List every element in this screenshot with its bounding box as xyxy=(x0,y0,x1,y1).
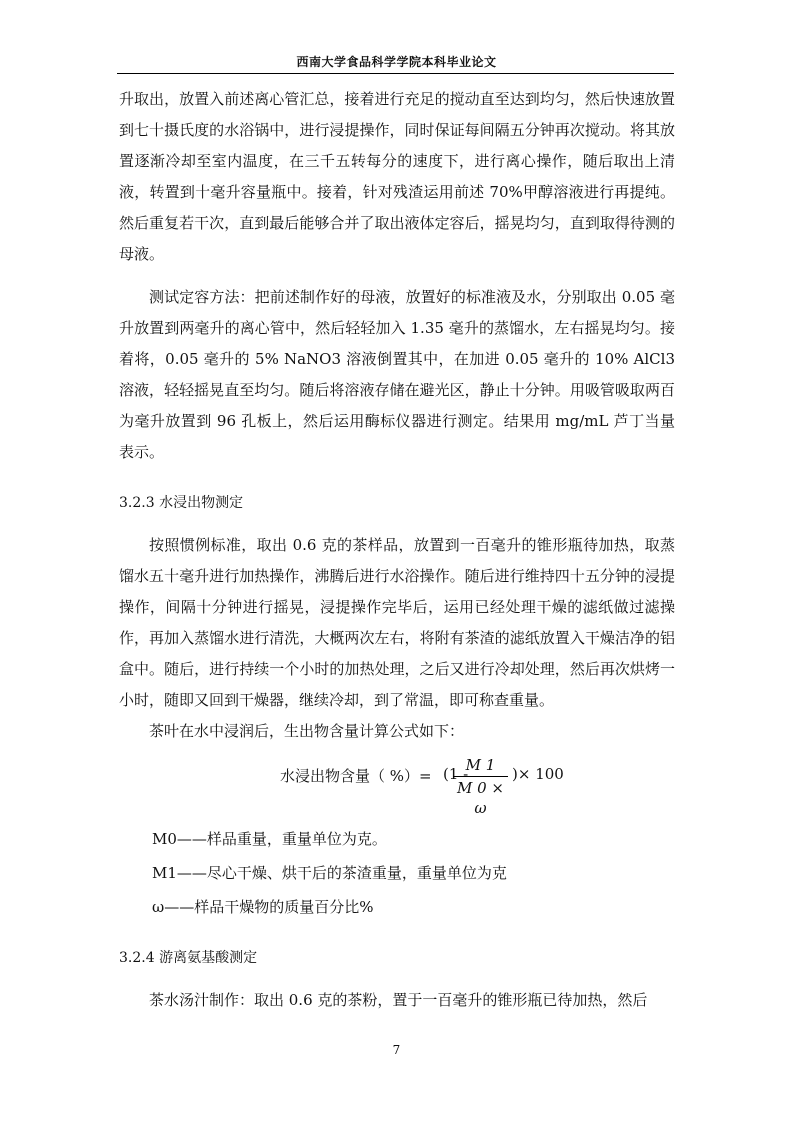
paragraph-water-extract-procedure: 按照惯例标准，取出 0.6 克的茶样品，放置到一百毫升的锥形瓶待加热，取蒸馏水五十毫升进行加热操作，沸腾后进行水浴操作。随后进行维持四十五分钟的浸提操作，间隔十分钟进行摇晃，浸提操作完毕后，运用已经处理干燥的滤纸做过滤操作，再加入蒸馏水进行清洗，大概两次左右，将附有茶渣的滤纸放置入干燥洁净的铝盒中。随后，进行持续一个小时的加热处理，之后又进行冷却处理，然后再次烘烤一小时，随即又回到干燥器，继续冷却，到了常温，即可称查重量。 xyxy=(119,536,675,709)
paragraph-extraction-continued: 升取出，放置入前述离心管汇总，接着进行充足的搅动直至达到均匀，然后快速放置到七十摄氏度的水浴锅中，进行浸提操作，同时保证每间隔五分钟再次搅动。将其放置逐渐冷却至室内温度，在三千五转每分的速度下，进行离心操作，随后取出上清液，转置到十毫升容量瓶中。接着，针对残渣运用前述 70%甲醇溶液进行再提纯。然后重复若干次，直到最后能够合并了取出液体定容后，摇晃均匀，直到取得待测的母液。 xyxy=(119,90,675,263)
formula-open: (1 - xyxy=(443,765,469,783)
formula-numerator: M 1 xyxy=(465,756,496,774)
paragraph-formula-intro: 茶叶在水中浸润后，生出物含量计算公式如下： xyxy=(149,722,465,740)
formula-denominator: M 0 × ω xyxy=(456,779,504,817)
variable-omega-definition: ω——样品干燥物的质量百分比% xyxy=(152,898,374,916)
formula-fraction xyxy=(453,755,508,818)
page-number: 7 xyxy=(392,1043,401,1057)
paragraph-test-method: 测试定容方法：把前述制作好的母液，放置好的标准液及水，分别取出 0.05 毫升放置到两毫升的离心管中，然后轻轻加入 1.35 毫升的蒸馏水，左右摇晃均匀。接着将，0.05 毫升的 5% NaNO3 溶液倒置其中，在加进 0.05 毫升的 10% AlCl3 溶液，轻轻摇晃直至均匀。随后将溶液存储在避光区，静止十分钟。用吸管吸取两百为毫升放置到 96 孔板上，然后运用酶标仪器进行测定。结果用 mg/mL 芦丁当量表示。 xyxy=(119,288,675,461)
variable-m0-definition: M0——样品重量，重量单位为克。 xyxy=(152,830,387,848)
formula-close: )× 100 xyxy=(512,765,564,783)
running-header: 西南大学食品科学学院本科毕业论文 xyxy=(296,55,497,69)
section-heading-3-2-4: 3.2.4 游离氨基酸测定 xyxy=(119,950,258,966)
section-heading-3-2-3: 3.2.3 水浸出物测定 xyxy=(119,495,244,511)
paragraph-tea-infusion: 茶水汤汁制作：取出 0.6 克的茶粉，置于一百毫升的锥形瓶已待加热，然后 xyxy=(149,991,648,1009)
variable-m1-definition: M1——尽心干燥、烘干后的茶渣重量，重量单位为克 xyxy=(152,864,507,882)
formula-lhs: 水浸出物含量（ %）= xyxy=(280,767,432,785)
header-divider xyxy=(117,73,674,74)
fraction-bar xyxy=(453,776,508,777)
